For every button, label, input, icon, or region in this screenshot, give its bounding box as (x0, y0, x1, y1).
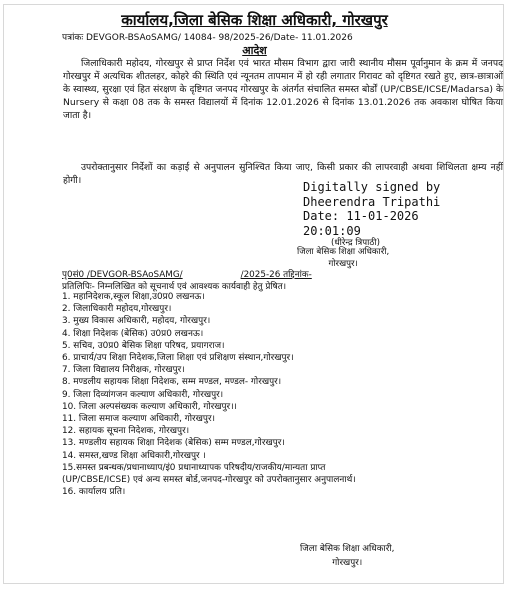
footer-signature-block (300, 542, 394, 570)
reference-number: पत्रांकः DEVGOR-BSAoSAMG/ 14084- 98/2025-26/Date- 11.01.2026 (62, 33, 353, 43)
list-item: 8. मण्डलीय सहायक शिक्षा निदेशक, सम्म मण्डल, मण्डल- गोरखपुर। (62, 377, 282, 388)
list-item: 4. शिक्षा निदेशक (बेसिक) उ0प्र0 लखनऊ। (62, 328, 204, 339)
signatory-place: गोरखपुर। (328, 259, 358, 269)
digital-signature-date: Date: 11-01-2026 (303, 209, 419, 223)
recipient-list (62, 291, 502, 498)
memo-ref-right: /2025-26 तद्दिनांक- (240, 270, 312, 280)
list-item: 1. महानिदेशक,स्कूल शिक्षा,उ0प्र0 लखनऊ। (62, 292, 205, 302)
list-item: 13. मण्डलीय सहायक शिक्षा निदेशक (बेसिक) सम्म मण्डल,गोरखपुर। (62, 438, 285, 449)
list-item: 15.समस्त प्रबन्धक/प्रधानाध्याप/इं0 प्रधानाध्यापक परिषदीय/राजकीय/मान्यता प्राप्त (62, 462, 326, 473)
digital-signature-block (303, 180, 440, 238)
footer-place: गोरखपुर। (332, 558, 363, 568)
list-item: 3. मुख्य विकास अधिकारी, महोदय, गोरखपुर। (62, 316, 211, 327)
signatory-designation: जिला बेसिक शिक्षा अधिकारी, (297, 247, 390, 257)
list-item: 16. कार्यालय प्रति। (62, 487, 126, 498)
digital-signature-time: 20:01:09 (303, 223, 361, 238)
digital-signature-name: Dheerendra Tripathi (303, 194, 441, 209)
list-item: 2. जिलाधिकारी महोदय,गोरखपुर। (62, 304, 172, 315)
list-item: 7. जिला विद्यालय निरीक्षक, गोरखपुर। (62, 365, 185, 376)
list-item: 6. प्राचार्य/उप शिक्षा निदेशक,जिला शिक्षा एवं प्रशिक्षण संस्थान,गोरखपुर। (62, 353, 294, 364)
list-item: 11. जिला समाज कल्याण अधिकारी, गोरखपुर। (62, 414, 215, 425)
memo-reference (62, 268, 312, 280)
order-heading: आदेश (242, 44, 267, 57)
memo-ref-left: पृ0सं0 /DEVGOR-BSAoSAMG/ (62, 270, 183, 280)
list-item: 10. जिला अल्पसंख्यक कल्याण अधिकारी, गोरखपुर।। (62, 401, 237, 412)
order-paragraph-2: उपरोक्तानुसार निर्देशों का कड़ाई से अनुपालन सुनिश्चित किया जाए, किसी प्रकार की लापरवाही अथवा शिथिलता क्षम्य नहीं होगी। (63, 162, 503, 186)
list-item: (UP/CBSE/ICSE) एवं अन्य समस्त बोर्ड,जनपद-गोरखपुर को उपरोक्तानुसार अनुपालनार्थ। (62, 475, 356, 486)
copy-intro: प्रतिलिपिः- निम्नलिखित को सूचनार्थ एवं आवश्यक कार्यवाही हेतु प्रेषित। (62, 282, 287, 292)
list-item: 14. समस्त,खण्ड शिक्षा अधिकारी,गोरखपुर । (62, 450, 206, 461)
footer-designation: जिला बेसिक शिक्षा अधिकारी, (300, 544, 395, 554)
signatory-designation-block (297, 246, 389, 270)
list-item: 5. सचिव, उ0प्र0 बेसिक शिक्षा परिषद, प्रयागराज। (62, 340, 225, 351)
list-item: 9. जिला दिव्यांगजन कल्याण अधिकारी, गोरखपुर। (62, 389, 224, 400)
order-paragraph-1: जिलाधिकारी महोदय, गोरखपुर से प्राप्त निर्देश एवं भारत मौसम विभाग द्वारा जारी स्थानीय मौसम पूर्वानुमान के क्रम में जनपद गोरखपुर में अत्यधिक शीतलहर, कोहरे की स्थिति एवं न्यूनतम तापमान में हो रही लगातार गिरावट को दृष्टिगत रखते हुए, छात्र-छात्राओं के स्वास्थ्य, सुरक्षा एवं हित संरक्षण के दृष्टिगत जनपद गोरखपुर के अंतर्गत संचालित समस्त बोर्डों (UP/CBSE/ICSE/Madarsa) के Nursery से कक्षा 08 तक के समस्त विद्यालयों में दिनांक 12.01.2026 से दिनांक 13.01.2026 तक अवकाश घोषित किया जाता है। (63, 58, 503, 121)
list-item: 12. सहायक सूचना निदेशक, गोरखपुर। (62, 426, 190, 437)
digital-signature-line: Digitally signed by (303, 180, 441, 194)
signatory-name: (धीरेन्द्र त्रिपाठी) (331, 238, 380, 248)
office-title: कार्यालय,जिला बेसिक शिक्षा अधिकारी, गोरखपुर (121, 11, 388, 29)
